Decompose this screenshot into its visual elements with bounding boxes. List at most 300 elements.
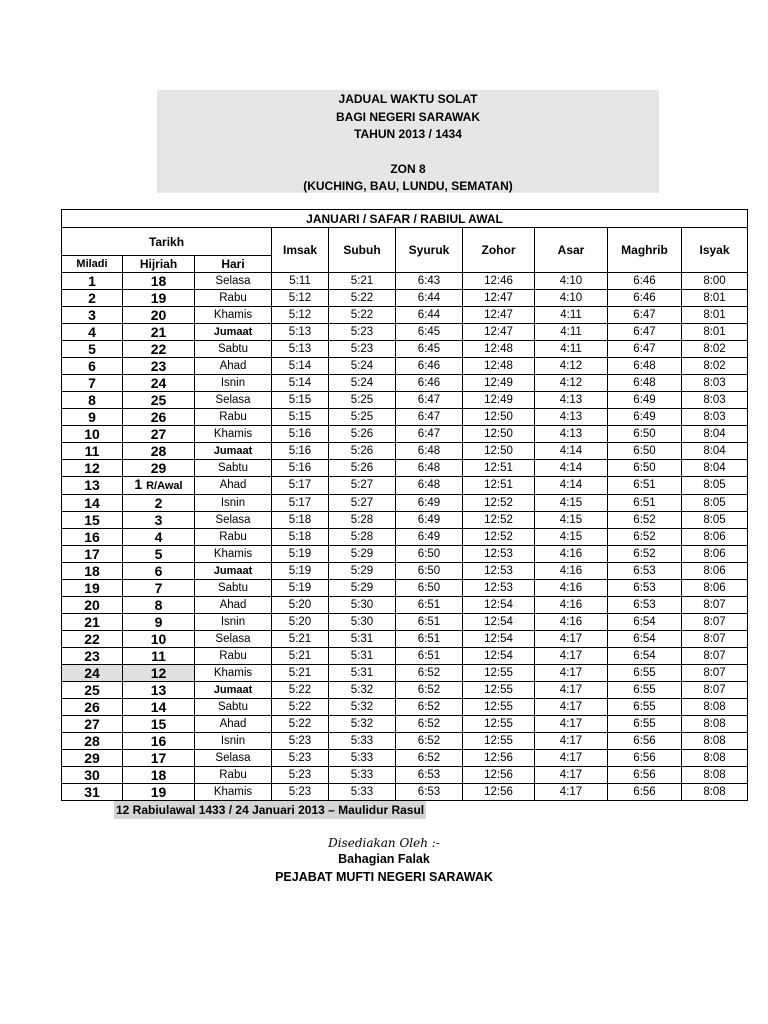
syuruk-cell: 6:45: [396, 341, 463, 358]
table-row: [62, 648, 748, 665]
zohor-cell: 12:48: [463, 341, 535, 358]
table-row: [62, 546, 748, 563]
table-row: [62, 426, 748, 443]
isyak-cell: 8:03: [682, 375, 748, 392]
hijriah-day: 20: [150, 306, 167, 323]
subuh-cell: 5:22: [329, 290, 396, 307]
hijriah-cell: [123, 750, 195, 767]
hijriah-day: 24: [150, 374, 167, 391]
imsak-cell: 5:23: [272, 784, 329, 801]
zohor-cell: 12:53: [463, 546, 535, 563]
miladi-cell: 16: [62, 529, 123, 546]
maghrib-cell: 6:56: [608, 733, 682, 750]
asar-cell: 4:13: [535, 426, 608, 443]
imsak-cell: 5:12: [272, 307, 329, 324]
subuh-cell: 5:28: [329, 529, 396, 546]
isyak-cell: 8:01: [682, 324, 748, 341]
asar-cell: 4:16: [535, 597, 608, 614]
hijriah-day: 21: [150, 323, 167, 340]
miladi-cell: 30: [62, 767, 123, 784]
asar-cell: 4:12: [535, 375, 608, 392]
isyak-cell: 8:04: [682, 460, 748, 477]
hari-cell: Jumaat: [195, 563, 272, 580]
syuruk-cell: 6:52: [396, 699, 463, 716]
maghrib-cell: 6:52: [608, 546, 682, 563]
isyak-cell: 8:07: [682, 665, 748, 682]
subuh-cell: 5:27: [329, 477, 396, 495]
title-spacer: [157, 144, 659, 161]
miladi-cell: 20: [62, 597, 123, 614]
hijriah-day: 13: [150, 681, 167, 698]
col-header-maghrib: Maghrib: [608, 228, 682, 273]
hijriah-day: 4: [154, 528, 163, 545]
hijriah-day: 16: [150, 732, 167, 749]
zohor-cell: 12:50: [463, 426, 535, 443]
hijriah-cell: [123, 699, 195, 716]
isyak-cell: 8:08: [682, 716, 748, 733]
maghrib-cell: 6:53: [608, 580, 682, 597]
table-row: [62, 580, 748, 597]
asar-cell: 4:17: [535, 648, 608, 665]
hijriah-cell: [123, 324, 195, 341]
zohor-cell: 12:50: [463, 443, 535, 460]
hari-cell: Ahad: [195, 597, 272, 614]
miladi-cell: 15: [62, 512, 123, 529]
hijriah-day: 27: [150, 425, 167, 442]
subuh-cell: 5:30: [329, 597, 396, 614]
zone-label: ZON 8: [390, 161, 426, 176]
subuh-cell: 5:33: [329, 784, 396, 801]
imsak-cell: 5:18: [272, 512, 329, 529]
asar-cell: 4:14: [535, 460, 608, 477]
zohor-cell: 12:49: [463, 375, 535, 392]
maghrib-cell: 6:50: [608, 426, 682, 443]
zohor-cell: 12:51: [463, 460, 535, 477]
imsak-cell: 5:21: [272, 665, 329, 682]
hari-cell: Isnin: [195, 733, 272, 750]
asar-cell: 4:10: [535, 290, 608, 307]
zohor-cell: 12:47: [463, 307, 535, 324]
miladi-cell: 2: [62, 290, 123, 307]
syuruk-cell: 6:48: [396, 477, 463, 495]
imsak-cell: 5:21: [272, 631, 329, 648]
imsak-cell: 5:20: [272, 614, 329, 631]
zohor-cell: 12:53: [463, 580, 535, 597]
maghrib-cell: 6:53: [608, 563, 682, 580]
maghrib-cell: 6:52: [608, 512, 682, 529]
maghrib-cell: 6:54: [608, 631, 682, 648]
isyak-cell: 8:07: [682, 682, 748, 699]
maghrib-cell: 6:55: [608, 699, 682, 716]
hari-cell: Sabtu: [195, 699, 272, 716]
isyak-cell: 8:06: [682, 580, 748, 597]
hari-cell: Khamis: [195, 426, 272, 443]
syuruk-cell: 6:50: [396, 580, 463, 597]
zohor-cell: 12:53: [463, 563, 535, 580]
hijriah-cell: [123, 512, 195, 529]
hari-cell: Jumaat: [195, 443, 272, 460]
col-header-isyak: Isyak: [682, 228, 748, 273]
isyak-cell: 8:04: [682, 426, 748, 443]
table-row: [62, 682, 748, 699]
miladi-cell: 28: [62, 733, 123, 750]
hijriah-cell: [123, 648, 195, 665]
hari-cell: Isnin: [195, 375, 272, 392]
subuh-cell: 5:32: [329, 699, 396, 716]
hari-cell: Selasa: [195, 273, 272, 290]
imsak-cell: 5:22: [272, 716, 329, 733]
miladi-cell: 21: [62, 614, 123, 631]
asar-cell: 4:15: [535, 512, 608, 529]
syuruk-cell: 6:49: [396, 512, 463, 529]
table-row: [62, 290, 748, 307]
imsak-cell: 5:12: [272, 290, 329, 307]
hijriah-cell: [123, 460, 195, 477]
syuruk-cell: 6:52: [396, 733, 463, 750]
subuh-cell: 5:31: [329, 648, 396, 665]
subuh-cell: 5:30: [329, 614, 396, 631]
asar-cell: 4:17: [535, 631, 608, 648]
maghrib-cell: 6:50: [608, 443, 682, 460]
isyak-cell: 8:08: [682, 767, 748, 784]
zone-areas: (KUCHING, BAU, LUNDU, SEMATAN): [303, 179, 513, 193]
asar-cell: 4:11: [535, 341, 608, 358]
asar-cell: 4:17: [535, 784, 608, 801]
hijriah-cell: [123, 392, 195, 409]
subuh-cell: 5:26: [329, 426, 396, 443]
tarikh-header: Tarikh: [62, 228, 272, 256]
isyak-cell: 8:07: [682, 648, 748, 665]
isyak-cell: 8:08: [682, 784, 748, 801]
imsak-cell: 5:13: [272, 324, 329, 341]
isyak-cell: 8:02: [682, 358, 748, 375]
isyak-cell: 8:07: [682, 614, 748, 631]
syuruk-cell: 6:44: [396, 307, 463, 324]
isyak-cell: 8:08: [682, 733, 748, 750]
hari-cell: Selasa: [195, 750, 272, 767]
zohor-cell: 12:48: [463, 358, 535, 375]
subuh-cell: 5:31: [329, 665, 396, 682]
col-header-zohor: Zohor: [463, 228, 535, 273]
isyak-cell: 8:07: [682, 631, 748, 648]
col-header-asar: Asar: [535, 228, 608, 273]
hijriah-cell: [123, 409, 195, 426]
maghrib-cell: 6:47: [608, 307, 682, 324]
zohor-cell: 12:47: [463, 290, 535, 307]
table-row: [62, 631, 748, 648]
imsak-cell: 5:19: [272, 563, 329, 580]
hijriah-cell: [123, 529, 195, 546]
office-name: PEJABAT MUFTI NEGERI SARAWAK: [275, 870, 493, 884]
zohor-cell: 12:56: [463, 767, 535, 784]
miladi-cell: 27: [62, 716, 123, 733]
subuh-cell: 5:24: [329, 358, 396, 375]
maghrib-cell: 6:54: [608, 614, 682, 631]
hari-cell: Isnin: [195, 614, 272, 631]
hari-cell: Khamis: [195, 665, 272, 682]
hijriah-cell: [123, 733, 195, 750]
miladi-cell: 17: [62, 546, 123, 563]
syuruk-cell: 6:50: [396, 563, 463, 580]
table-row: [62, 750, 748, 767]
subuh-cell: 5:24: [329, 375, 396, 392]
miladi-cell: 26: [62, 699, 123, 716]
asar-cell: 4:17: [535, 733, 608, 750]
miladi-cell: 3: [62, 307, 123, 324]
hijriah-cell: [123, 375, 195, 392]
hijriah-day: 23: [150, 357, 167, 374]
miladi-cell: 22: [62, 631, 123, 648]
subuh-cell: 5:22: [329, 307, 396, 324]
hijriah-cell: [123, 716, 195, 733]
subuh-cell: 5:21: [329, 273, 396, 290]
hijriah-day: 28: [150, 442, 167, 459]
hijriah-day: 12: [150, 664, 167, 681]
imsak-cell: 5:22: [272, 682, 329, 699]
hari-cell: Sabtu: [195, 460, 272, 477]
isyak-cell: 8:08: [682, 699, 748, 716]
hijriah-header: Hijriah: [123, 256, 195, 273]
maghrib-cell: 6:46: [608, 273, 682, 290]
zohor-cell: 12:51: [463, 477, 535, 495]
table-row: [62, 699, 748, 716]
isyak-cell: 8:03: [682, 392, 748, 409]
table-row: [62, 529, 748, 546]
syuruk-cell: 6:44: [396, 290, 463, 307]
zohor-cell: 12:55: [463, 716, 535, 733]
table-row: [62, 614, 748, 631]
imsak-cell: 5:14: [272, 375, 329, 392]
syuruk-cell: 6:45: [396, 324, 463, 341]
hari-cell: Khamis: [195, 784, 272, 801]
subuh-cell: 5:33: [329, 733, 396, 750]
hijriah-day: 2: [154, 494, 163, 511]
hijriah-day: 11: [151, 647, 166, 664]
hijriah-day: 29: [150, 459, 167, 476]
col-header-syuruk: Syuruk: [396, 228, 463, 273]
miladi-cell: 19: [62, 580, 123, 597]
hijriah-day: 15: [150, 715, 167, 732]
imsak-cell: 5:14: [272, 358, 329, 375]
hijriah-cell: [123, 341, 195, 358]
syuruk-cell: 6:51: [396, 614, 463, 631]
imsak-cell: 5:18: [272, 529, 329, 546]
miladi-cell: 8: [62, 392, 123, 409]
subuh-cell: 5:25: [329, 409, 396, 426]
maghrib-cell: 6:55: [608, 665, 682, 682]
syuruk-cell: 6:47: [396, 409, 463, 426]
zohor-cell: 12:54: [463, 648, 535, 665]
miladi-cell: 24: [62, 665, 123, 682]
maghrib-cell: 6:48: [608, 375, 682, 392]
isyak-cell: 8:04: [682, 443, 748, 460]
table-row: [62, 767, 748, 784]
table-row: [62, 733, 748, 750]
hijriah-cell: [123, 307, 195, 324]
subuh-cell: 5:23: [329, 324, 396, 341]
syuruk-cell: 6:47: [396, 426, 463, 443]
isyak-cell: 8:07: [682, 597, 748, 614]
miladi-cell: 29: [62, 750, 123, 767]
miladi-cell: 10: [62, 426, 123, 443]
asar-cell: 4:17: [535, 665, 608, 682]
hijriah-cell: [123, 273, 195, 290]
syuruk-cell: 6:46: [396, 358, 463, 375]
asar-cell: 4:10: [535, 273, 608, 290]
miladi-cell: 9: [62, 409, 123, 426]
syuruk-cell: 6:51: [396, 648, 463, 665]
zohor-cell: 12:54: [463, 597, 535, 614]
hijriah-day: 14: [150, 698, 167, 715]
syuruk-cell: 6:52: [396, 750, 463, 767]
maghrib-cell: 6:56: [608, 784, 682, 801]
hijriah-cell: [123, 682, 195, 699]
asar-cell: 4:16: [535, 546, 608, 563]
maghrib-cell: 6:54: [608, 648, 682, 665]
asar-cell: 4:14: [535, 477, 608, 495]
asar-cell: 4:17: [535, 750, 608, 767]
zohor-cell: 12:50: [463, 409, 535, 426]
zohor-cell: 12:52: [463, 495, 535, 512]
hari-cell: Sabtu: [195, 341, 272, 358]
col-header-imsak: Imsak: [272, 228, 329, 273]
hijriah-cell: [123, 477, 195, 495]
asar-cell: 4:15: [535, 529, 608, 546]
zohor-cell: 12:56: [463, 784, 535, 801]
imsak-cell: 5:22: [272, 699, 329, 716]
syuruk-cell: 6:52: [396, 682, 463, 699]
miladi-cell: 1: [62, 273, 123, 290]
maghrib-cell: 6:47: [608, 324, 682, 341]
syuruk-cell: 6:47: [396, 392, 463, 409]
hijriah-day: 1: [134, 476, 143, 492]
isyak-cell: 8:03: [682, 409, 748, 426]
isyak-cell: 8:06: [682, 563, 748, 580]
table-row: [62, 409, 748, 426]
syuruk-cell: 6:43: [396, 273, 463, 290]
imsak-cell: 5:16: [272, 443, 329, 460]
miladi-cell: 6: [62, 358, 123, 375]
miladi-cell: 31: [62, 784, 123, 801]
syuruk-cell: 6:49: [396, 495, 463, 512]
hari-cell: Rabu: [195, 648, 272, 665]
title-line-1: JADUAL WAKTU SOLAT: [338, 92, 478, 106]
asar-cell: 4:16: [535, 563, 608, 580]
table-row: [62, 716, 748, 733]
imsak-cell: 5:16: [272, 426, 329, 443]
subuh-cell: 5:33: [329, 767, 396, 784]
table-row: [62, 477, 748, 495]
miladi-cell: 4: [62, 324, 123, 341]
asar-cell: 4:17: [535, 682, 608, 699]
hijriah-day: 9: [154, 613, 163, 630]
syuruk-cell: 6:48: [396, 443, 463, 460]
asar-cell: 4:11: [535, 307, 608, 324]
hijriah-cell: [123, 426, 195, 443]
hari-cell: Ahad: [195, 716, 272, 733]
table-row: [62, 512, 748, 529]
hari-cell: Rabu: [195, 290, 272, 307]
hijriah-day: 3: [154, 511, 163, 528]
hari-cell: Selasa: [195, 631, 272, 648]
imsak-cell: 5:21: [272, 648, 329, 665]
zohor-cell: 12:55: [463, 665, 535, 682]
table-row: [62, 495, 748, 512]
hijriah-day: 10: [150, 630, 167, 647]
hari-cell: Khamis: [195, 546, 272, 563]
hari-cell: Rabu: [195, 767, 272, 784]
zohor-cell: 12:54: [463, 631, 535, 648]
hijriah-cell: [123, 580, 195, 597]
maghrib-cell: 6:50: [608, 460, 682, 477]
subuh-cell: 5:32: [329, 682, 396, 699]
hijriah-cell: [123, 546, 195, 563]
syuruk-cell: 6:48: [396, 460, 463, 477]
syuruk-cell: 6:52: [396, 716, 463, 733]
hari-cell: Rabu: [195, 529, 272, 546]
miladi-cell: 13: [62, 477, 123, 495]
zohor-cell: 12:49: [463, 392, 535, 409]
imsak-cell: 5:13: [272, 341, 329, 358]
asar-cell: 4:16: [535, 580, 608, 597]
miladi-cell: 14: [62, 495, 123, 512]
maghrib-cell: 6:51: [608, 495, 682, 512]
hijriah-day: 26: [150, 408, 167, 425]
zohor-cell: 12:47: [463, 324, 535, 341]
imsak-cell: 5:16: [272, 460, 329, 477]
hijriah-cell: [123, 290, 195, 307]
hijriah-cell: [123, 614, 195, 631]
hijriah-day: 7: [154, 579, 163, 596]
syuruk-cell: 6:51: [396, 631, 463, 648]
maghrib-cell: 6:55: [608, 716, 682, 733]
hari-cell: Isnin: [195, 495, 272, 512]
miladi-cell: 11: [62, 443, 123, 460]
table-row: [62, 307, 748, 324]
imsak-cell: 5:23: [272, 750, 329, 767]
hari-cell: Ahad: [195, 477, 272, 495]
table-row: [62, 665, 748, 682]
isyak-cell: 8:05: [682, 512, 748, 529]
title-line-2: BAGI NEGERI SARAWAK: [335, 109, 480, 124]
table-row: [62, 324, 748, 341]
subuh-cell: 5:26: [329, 460, 396, 477]
hijriah-day: 19: [150, 783, 167, 800]
syuruk-cell: 6:53: [396, 767, 463, 784]
hijriah-cell: [123, 563, 195, 580]
syuruk-cell: 6:53: [396, 784, 463, 801]
isyak-cell: 8:08: [682, 750, 748, 767]
hijriah-day: 19: [150, 289, 167, 306]
syuruk-cell: 6:52: [396, 665, 463, 682]
table-row: [62, 563, 748, 580]
hijriah-cell: [123, 784, 195, 801]
hijriah-month: R/Awal: [146, 480, 183, 492]
maghrib-cell: 6:55: [608, 682, 682, 699]
maghrib-cell: 6:48: [608, 358, 682, 375]
isyak-cell: 8:05: [682, 495, 748, 512]
hijriah-cell: [123, 665, 195, 682]
miladi-cell: 12: [62, 460, 123, 477]
miladi-cell: 18: [62, 563, 123, 580]
asar-cell: 4:17: [535, 716, 608, 733]
hijriah-cell: [123, 495, 195, 512]
imsak-cell: 5:15: [272, 392, 329, 409]
subuh-cell: 5:32: [329, 716, 396, 733]
table-row: [62, 358, 748, 375]
subuh-cell: 5:33: [329, 750, 396, 767]
zohor-cell: 12:54: [463, 614, 535, 631]
